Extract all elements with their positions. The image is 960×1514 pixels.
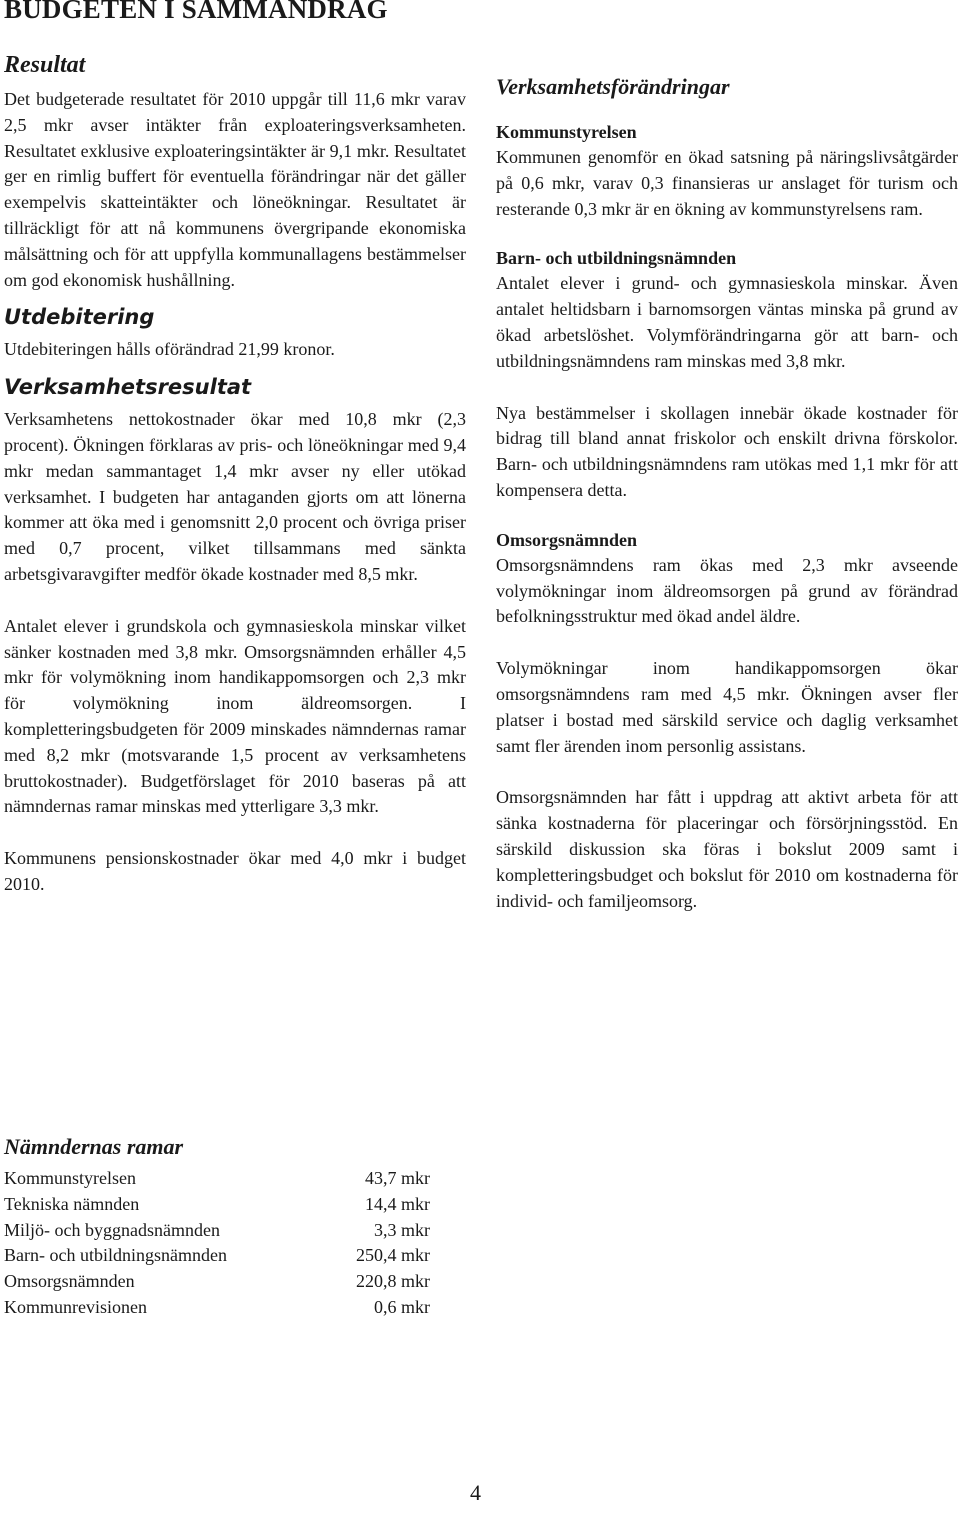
budget-value: 43,7 mkr [365, 1168, 430, 1188]
verksamhetsresultat-heading: Verksamhetsresultat [4, 375, 252, 400]
right-column [496, 74, 958, 914]
verksamhetsresultat-paragraph-2: Antalet elever i grundskola och gymnasieskola minskar vilket sänker kostnaden med 3,8 mkr. Omsorgsnämnden erhåller 4,5 mkr för volymökning inom handikappomsorgen och 2,3 mkr för volymökning inom äldreomsorgen. I kompletteringsbudgeten för 2009 minskades nämndernas ramar med 8,2 mkr (motsvarande 1,5 procent av verksamhetens bruttokostnader). Budgetförslaget för 2010 baseras på att nämndernas ramar minskas med ytterligare 3,3 mkr. [4, 615, 466, 817]
kommunstyrelsen-heading: Kommunstyrelsen [496, 122, 637, 142]
utdebitering-heading: Utdebitering [4, 305, 155, 330]
budget-name: Tekniska nämnden [4, 1193, 140, 1214]
budget-name: Omsorgsnämnden [4, 1271, 135, 1292]
barn-utbildning-paragraph-1: Antalet elever i grund- och gymnasieskola minskar. Även antalet heltidsbarn i barnomsorgen väntas minska på grund av ökad arbetslöshet. Volymförändringarna gör att barn- och utbildningsnämndens ram minskas med 3,8 mkr. [496, 273, 958, 371]
budget-row [4, 1218, 444, 1244]
resultat-text: Det budgeterade resultatet för 2010 uppgår till 11,6 mkr varav 2,5 mkr avser intäkter från exploateringsverksamheten. Resultatet exklusive exploateringsintäkter är 9,1 mkr. Resultatet ger en rimlig buffert för eventuella förändringar när det gäller exempelvis skatteintäkter och löneökningar. Resultatet är tillräckligt för att nå kommunens övergripande ekonomiska målsättning och för att uppfylla kommunallagens bestämmelser om god ekonomisk hushållning. [4, 89, 466, 290]
budget-row [4, 1166, 444, 1192]
omsorgsnamnden-paragraph-1: Omsorgsnämndens ram ökas med 2,3 mkr avseende volymökningar inom äldreomsorgen på grund av förändrad befolkningsstruktur med ökad andel äldre. [496, 554, 958, 627]
budget-row [4, 1269, 444, 1295]
budget-name: Miljö- och byggnadsnämnden [4, 1219, 220, 1240]
budget-name: Kommunstyrelsen [4, 1168, 136, 1188]
omsorgsnamnden-paragraph-2: Volymökningar inom handikappomsorgen ökar omsorgsnämndens ram med 4,5 mkr. Ökningen avser fler platser i bostad med särskild service och daglig verksamhet samt fler ärenden inom personlig assistans. [496, 658, 958, 756]
utdebitering-text: Utdebiteringen hålls oförändrad 21,99 kronor. [4, 339, 335, 360]
budget-row [4, 1243, 444, 1269]
budget-row [4, 1192, 444, 1218]
budget-value: 250,4 mkr [356, 1245, 430, 1266]
verksamhetsforandringar-heading: Verksamhetsförändringar [496, 74, 730, 99]
barn-utbildning-paragraph-2: Nya bestämmelser i skollagen innebär ökade kostnader för bidrag till bland annat friskolor och enskilt drivna förskolor. Barn- och utbildningsnämndens ram utökas med 1,1 mkr för att kompensera detta. [496, 402, 958, 500]
verksamhetsresultat-paragraph-1: Verksamhetens nettokostnader ökar med 10,8 mkr (2,3 procent). Ökningen förklaras av pris- och löneökningar med 9,4 mkr medan sammantaget 1,4 mkr avser ny eller utökad verksamhet. I budgeten har antaganden gjorts om att lönerna kommer att öka med i genomsnitt 2,0 procent och övriga priser med 0,7 procent, vilket tillsammans med sänkta arbetsgivaravgifter medför ökade kostnader med 8,5 mkr. [4, 409, 466, 584]
budget-heading: Nämndernas ramar [4, 1134, 184, 1159]
budget-value: 220,8 mkr [356, 1271, 430, 1292]
left-column [4, 52, 466, 898]
budget-value: 14,4 mkr [365, 1193, 430, 1214]
budget-value: 0,6 mkr [374, 1296, 430, 1317]
page-title: BUDGETEN I SAMMANDRAG [4, 0, 388, 24]
page-number: 4 [470, 1480, 481, 1505]
resultat-heading: Resultat [4, 52, 86, 78]
omsorgsnamnden-heading: Omsorgsnämnden [496, 529, 638, 550]
budget-row [4, 1295, 444, 1321]
budget-name: Barn- och utbildningsnämnden [4, 1245, 227, 1266]
kommunstyrelsen-text: Kommunen genomför en ökad satsning på näringslivsåtgärder på 0,6 mkr, varav 0,3 finansieras ur anslaget för turism och resterande 0,3 mkr är en ökning av kommunstyrelsens ram. [496, 147, 958, 219]
barn-utbildning-heading: Barn- och utbildningsnämnden [496, 248, 737, 269]
budget-name: Kommunrevisionen [4, 1296, 147, 1317]
verksamhetsresultat-paragraph-3: Kommunens pensionskostnader ökar med 4,0 mkr i budget 2010. [4, 848, 466, 894]
budget-value: 3,3 mkr [374, 1219, 430, 1240]
omsorgsnamnden-paragraph-3: Omsorgsnämnden har fått i uppdrag att aktivt arbeta för att sänka kostnaderna för placeringar och försörjningsstöd. En särskild diskussion ska föras i bokslut 2009 samt i kompletteringsbudget och bokslut för 2010 om kostnaderna för individ- och familjeomsorg. [496, 787, 958, 911]
budget-table [4, 1134, 444, 1321]
